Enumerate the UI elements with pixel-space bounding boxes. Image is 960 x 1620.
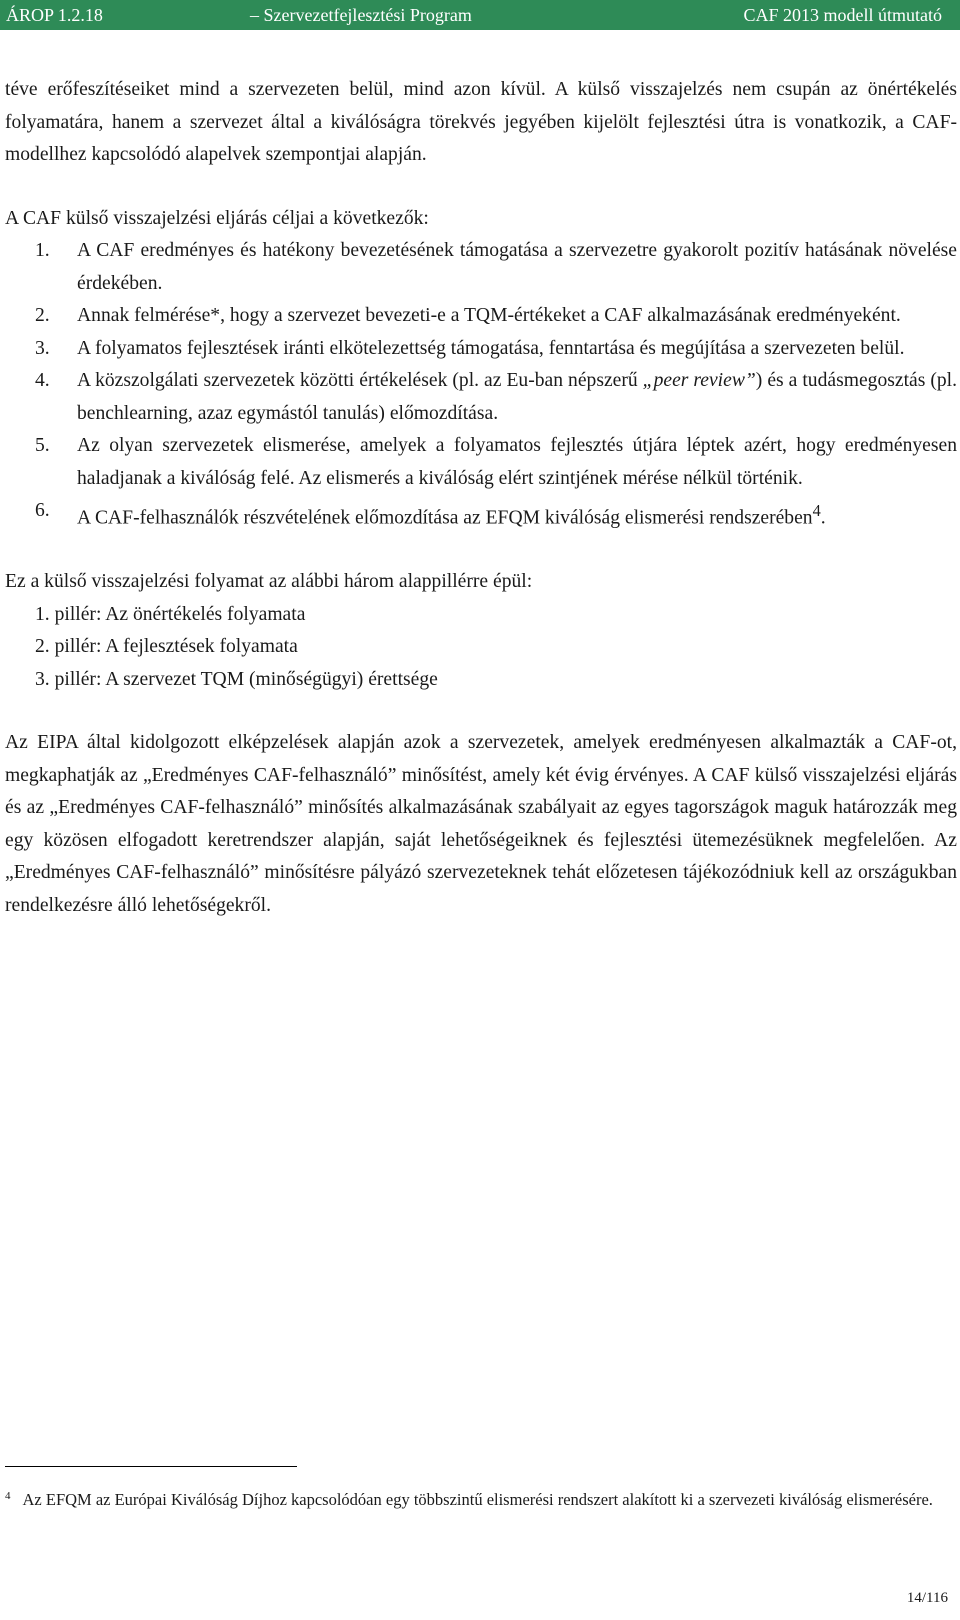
goal-item: 1. A CAF eredményes és hatékony bevezetésének támogatása a szervezetre gyakorolt pozitív hatásának növelése érdekében. bbox=[35, 240, 957, 294]
pillars-heading: Ez a külső visszajelzési folyamat az alábbi három alappillérre épül: bbox=[5, 571, 533, 593]
goal-item: 4. A közszolgálati szervezetek közötti értékelések (pl. az Eu-ban népszerű „peer review”) és a tudásmegosztás (pl. benchlearning, azaz egymástól tanulás) előmozdítása. bbox=[35, 370, 958, 424]
pillar-item: 2. pillér: A fejlesztések folyamata bbox=[35, 636, 298, 658]
goals-list bbox=[5, 235, 957, 535]
pillar-item: 1. pillér: Az önértékelés folyamata bbox=[35, 603, 306, 625]
footnote bbox=[5, 1482, 955, 1514]
header-document-title: CAF 2013 modell útmutató bbox=[743, 5, 942, 25]
footnote-reference[interactable]: 4 bbox=[812, 501, 821, 520]
goals-heading: A CAF külső visszajelzési eljárás céljai a következők: bbox=[5, 207, 429, 229]
peer-review-term: „peer review” bbox=[642, 370, 756, 391]
goal-item: 3. A folyamatos fejlesztések iránti elkötelezettség támogatása, fenntartása és megújítása a szervezeten belül. bbox=[35, 337, 905, 359]
page-body bbox=[5, 74, 957, 922]
intro-paragraph: téve erőfeszítéseiket mind a szervezeten belül, mind azon kívül. A külső visszajelzés nem csupán az önértékelés folyamatára, hanem a szervezet által a kiválóságra törekvés jegyében kijelölt fejlesztési útra is vonatkozik, a CAF-modellhez kapcsolódó alapelvek szempontjai alapján. bbox=[5, 79, 957, 165]
pillars-list bbox=[5, 599, 957, 697]
goal-item: 5. Az olyan szervezetek elismerése, amelyek a folyamatos fejlesztés útjára léptek azért, hogy eredményesen haladjanak a kiválóság felé. Az elismerés a kiválóság elért szintjének mérése nélkül történik. bbox=[35, 435, 957, 489]
footnote-marker: 4 bbox=[5, 1490, 11, 1502]
footnote-text: Az EFQM az Európai Kiválóság Díjhoz kapcsolódóan egy többszintű elismerési rendszert alakított ki a szervezeti kiválóság elismerésére. bbox=[22, 1490, 933, 1509]
footnote-divider bbox=[5, 1466, 297, 1467]
page-header bbox=[0, 0, 960, 30]
goal-item: 2. Annak felmérése*, hogy a szervezet bevezeti-e a TQM-értékeket a CAF alkalmazásának eredményeként. bbox=[35, 305, 901, 326]
header-program-name: – Szervezetfejlesztési Program bbox=[250, 5, 472, 25]
page-number: 14/116 bbox=[906, 1590, 948, 1606]
goal-item: 6. A CAF-felhasználók részvételének előmozdítása az EFQM kiválóság elismerési rendszerében$^4$. bbox=[35, 500, 826, 529]
closing-paragraph: Az EIPA által kidolgozott elképzelések alapján azok a szervezetek, amelyek eredményesen alkalmazták a CAF-ot, megkaphatják az „Eredményes CAF-felhasználó” minősítést, amely két évig érvényes. A CAF külső visszajelzési eljárás és az „Eredményes CAF-felhasználó” minősítés alkalmazásának szabályait az egyes tagországok maguk határozzák meg egy közösen elfogadott keretrendszer alapján, saját lehetőségeiknek és fejlesztési ütemezésüknek megfelelően. Az „Eredményes CAF-felhasználó” minősítésre pályázó szervezeteknek tehát előzetesen tájékozódniuk kell az országukban rendelkezésre álló lehetőségekről. bbox=[5, 732, 957, 916]
pillar-item: 3. pillér: A szervezet TQM (minőségügyi) érettsége bbox=[35, 668, 438, 690]
header-program-code: ÁROP 1.2.18 bbox=[6, 5, 103, 25]
